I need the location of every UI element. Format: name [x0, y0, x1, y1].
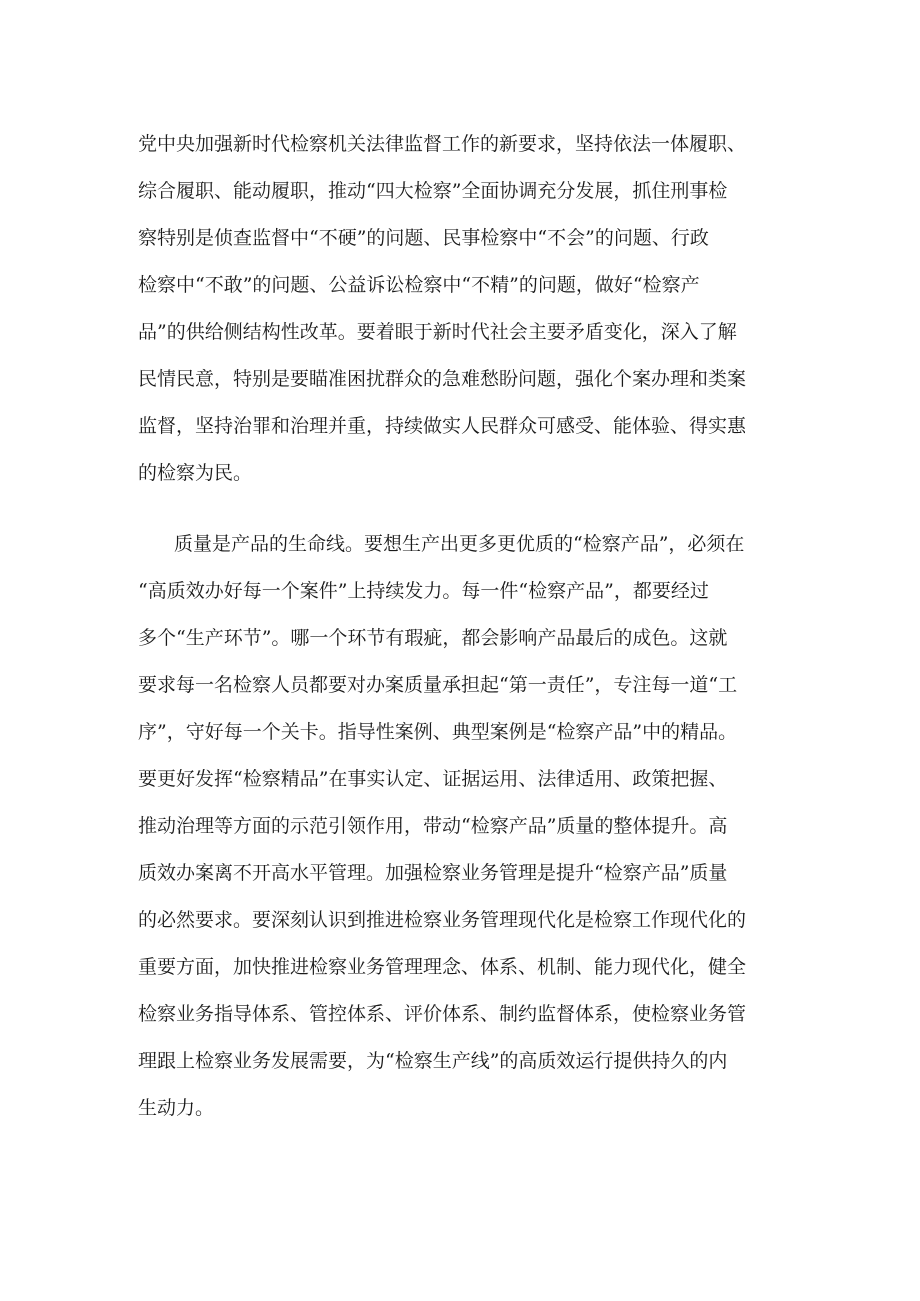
text-line: 质效办案离不开高水平管理。加强检察业务管理是提升“检察产品”质量: [138, 862, 728, 884]
text-line: 推动治理等方面的示范引领作用，带动“检察产品”质量的整体提升。高: [138, 815, 728, 837]
text-line: 序”，守好每一个关卡。指导性案例、典型案例是“检察产品”中的精品。: [138, 721, 738, 743]
text-line: 检察中“不敢”的问题、公益诉讼检察中“不精”的问题，做好“检察产: [138, 274, 700, 296]
text-line: 综合履职、能动履职，推动“四大检察”全面协调充分发展，抓住刑事检: [138, 180, 728, 202]
text-line: 要更好发挥“检察精品”在事实认定、证据运用、法律适用、政策把握、: [138, 768, 728, 790]
text-line: 要求每一名检察人员都要对办案质量承担起“第一责任”，专注每一道“工: [138, 674, 738, 696]
text-line: 监督，坚持治罪和治理并重，持续做实人民群众可感受、能体验、得实惠: [138, 415, 747, 437]
text-line: 生动力。: [138, 1097, 215, 1119]
text-line: 党中央加强新时代检察机关法律监督工作的新要求，坚持依法一体履职、: [138, 133, 747, 155]
text-line: 重要方面，加快推进检察业务管理理念、体系、机制、能力现代化，健全: [138, 956, 747, 978]
text-line: “高质效办好每一个案件”上持续发力。每一件“检察产品”，都要经过: [138, 580, 709, 602]
text-line: 检察业务指导体系、管控体系、评价体系、制约监督体系，使检察业务管: [138, 1003, 747, 1025]
text-line: 民情民意，特别是要瞄准困扰群众的急难愁盼问题，强化个案办理和类案: [138, 368, 747, 390]
text-line: 多个“生产环节”。哪一个环节有瑕疵，都会影响产品最后的成色。这就: [138, 627, 728, 649]
text-line: 品”的供给侧结构性改革。要着眼于新时代社会主要矛盾变化，深入了解: [138, 321, 737, 343]
text-line: 察特别是侦查监督中“不硬”的问题、民事检察中“不会”的问题、行政: [138, 227, 709, 249]
text-line: 理跟上检察业务发展需要，为“检察生产线”的高质效运行提供持久的内: [138, 1050, 728, 1072]
text-line: 质量是产品的生命线。要想生产出更多更优质的“检察产品”，必须在: [174, 533, 745, 555]
text-line: 的必然要求。要深刻认识到推进检察业务管理现代化是检察工作现代化的: [138, 909, 747, 931]
text-line: 的检察为民。: [138, 462, 253, 484]
